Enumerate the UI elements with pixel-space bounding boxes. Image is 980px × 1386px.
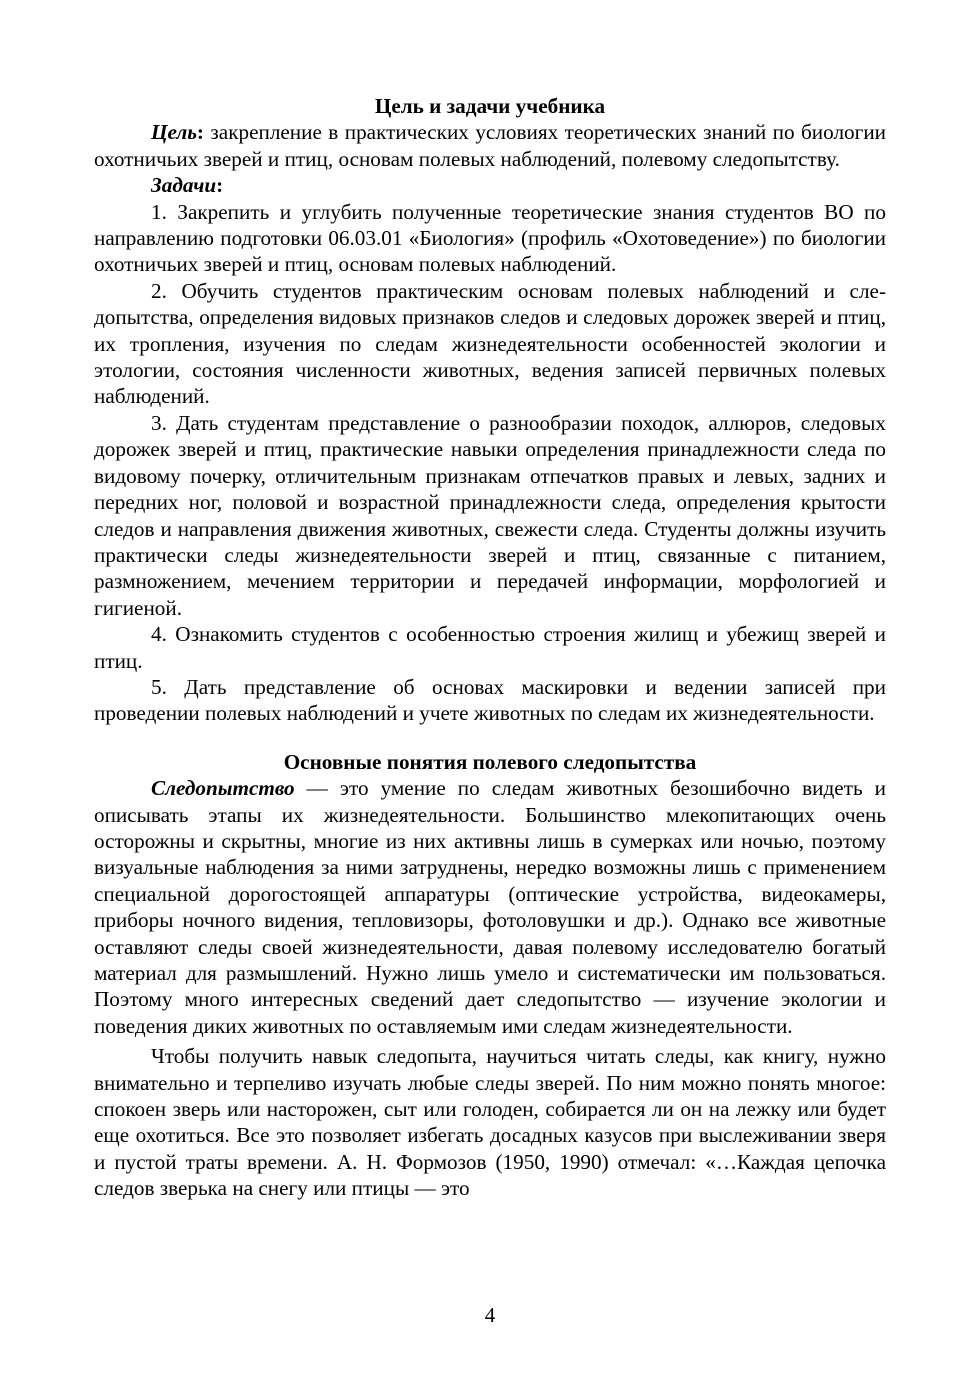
tasks-label: Задачи [151, 173, 217, 198]
tracking-definition-text: — это умение по следам животных безошибочно видеть и описывать этапы их жизнедеятельности. Большинство млекопитающих очень осторожны и скрытны, многие из них активны лишь в сумерках или ночью, поэтому визуальные наблюдения за ними затруднены, нередко возможны лишь с применением специальной дорогостоящей аппаратуры (оптические устройства, видеокамеры, приборы ночного видения, тепловизоры, фотоловушки и др.). Однако все животные оставляют следы своей жизнедеятельности, давая полевому исследователю богатый материал для размышлений. Нужно лишь умело и систематически им пользоваться. Поэтому много интересных сведений дает следопытство — изучение экологии и поведения диких животных по оставляемым ими следам жизнедеятельности. [94, 776, 886, 1038]
task-item-5: 5. Дать представление об основах маскировки и ведении записей при проведении полевых наблюдений и учете животных по следам их жизнедеятельности. [94, 674, 886, 726]
goal-colon: : [196, 120, 204, 145]
task-item-2: 2. Обучить студентов практическим основам полевых наблюдений и следопытства, определения видовых признаков следов и следовых дорожек зверей и птиц, их тропления, изучения по следам жизнедеятельности особенностей экологии и этологии, состояния численности животных, ведения записей первичных полевых наблюдений. [94, 278, 886, 409]
tasks-heading [94, 172, 886, 198]
tracking-term: Следопытство [151, 776, 295, 801]
tasks-colon: : [216, 173, 224, 198]
goal-paragraph [94, 119, 886, 172]
task-item-3: 3. Дать студентам представление о разнообразии походок, аллюров, следовых дорожек зверей и птиц, практические навыки определения принадлежности следа по видовому почерку, отличительным признакам отпечатков правых и левых, задних и передних ног, половой и возрастной принадлежности следа, определения крытости следов и направления движения животных, свежести следа. Студенты должны изучить практически следы жизнедеятельности зверей и птиц, связанные с питанием, размножением, мечением территории и передачей информации, морфологией и гигиеной. [94, 410, 886, 620]
section-title-tracking: Основные понятия полевого следопытства [283, 749, 697, 774]
goal-label: Цель [151, 120, 197, 145]
task-item-1: 1. Закрепить и углубить полученные теоретические знания студентов ВО по направлению подготовки 06.03.01 «Биология» (профиль «Охотоведение») по биологии охотничьих зверей и птиц, основам полевых наблюдений. [94, 199, 886, 277]
page-body [94, 93, 886, 1202]
tracking-skill-paragraph: Чтобы получить навык следопыта, научиться читать следы, как книгу, нужно внимательно и терпеливо изучать любые следы зверей. По ним можно понять многое: спокоен зверь или насторожен, сыт или голоден, собирается ли он на лежку или будет еще охотиться. Все это позволяет избегать досадных казусов при выслеживании зверя и пустой траты времени. А. Н. Формозов (1950, 1990) отмечал: «…Каждая цепочка следов зверька на снегу или птицы — это [94, 1044, 886, 1201]
goal-text: закрепление в практических условиях теоретических знаний по биологии охотничьих зверей и птиц, основам полевых наблюдений, полевому следопытству. [94, 120, 886, 171]
section-title-goals: Цель и задачи учебника [374, 94, 606, 118]
task-item-4: 4. Ознакомить студентов с особенностью строения жилищ и убежищ зверей и птиц. [94, 622, 886, 673]
page-number: 4 [484, 1303, 496, 1327]
tracking-definition-paragraph [94, 775, 886, 1039]
